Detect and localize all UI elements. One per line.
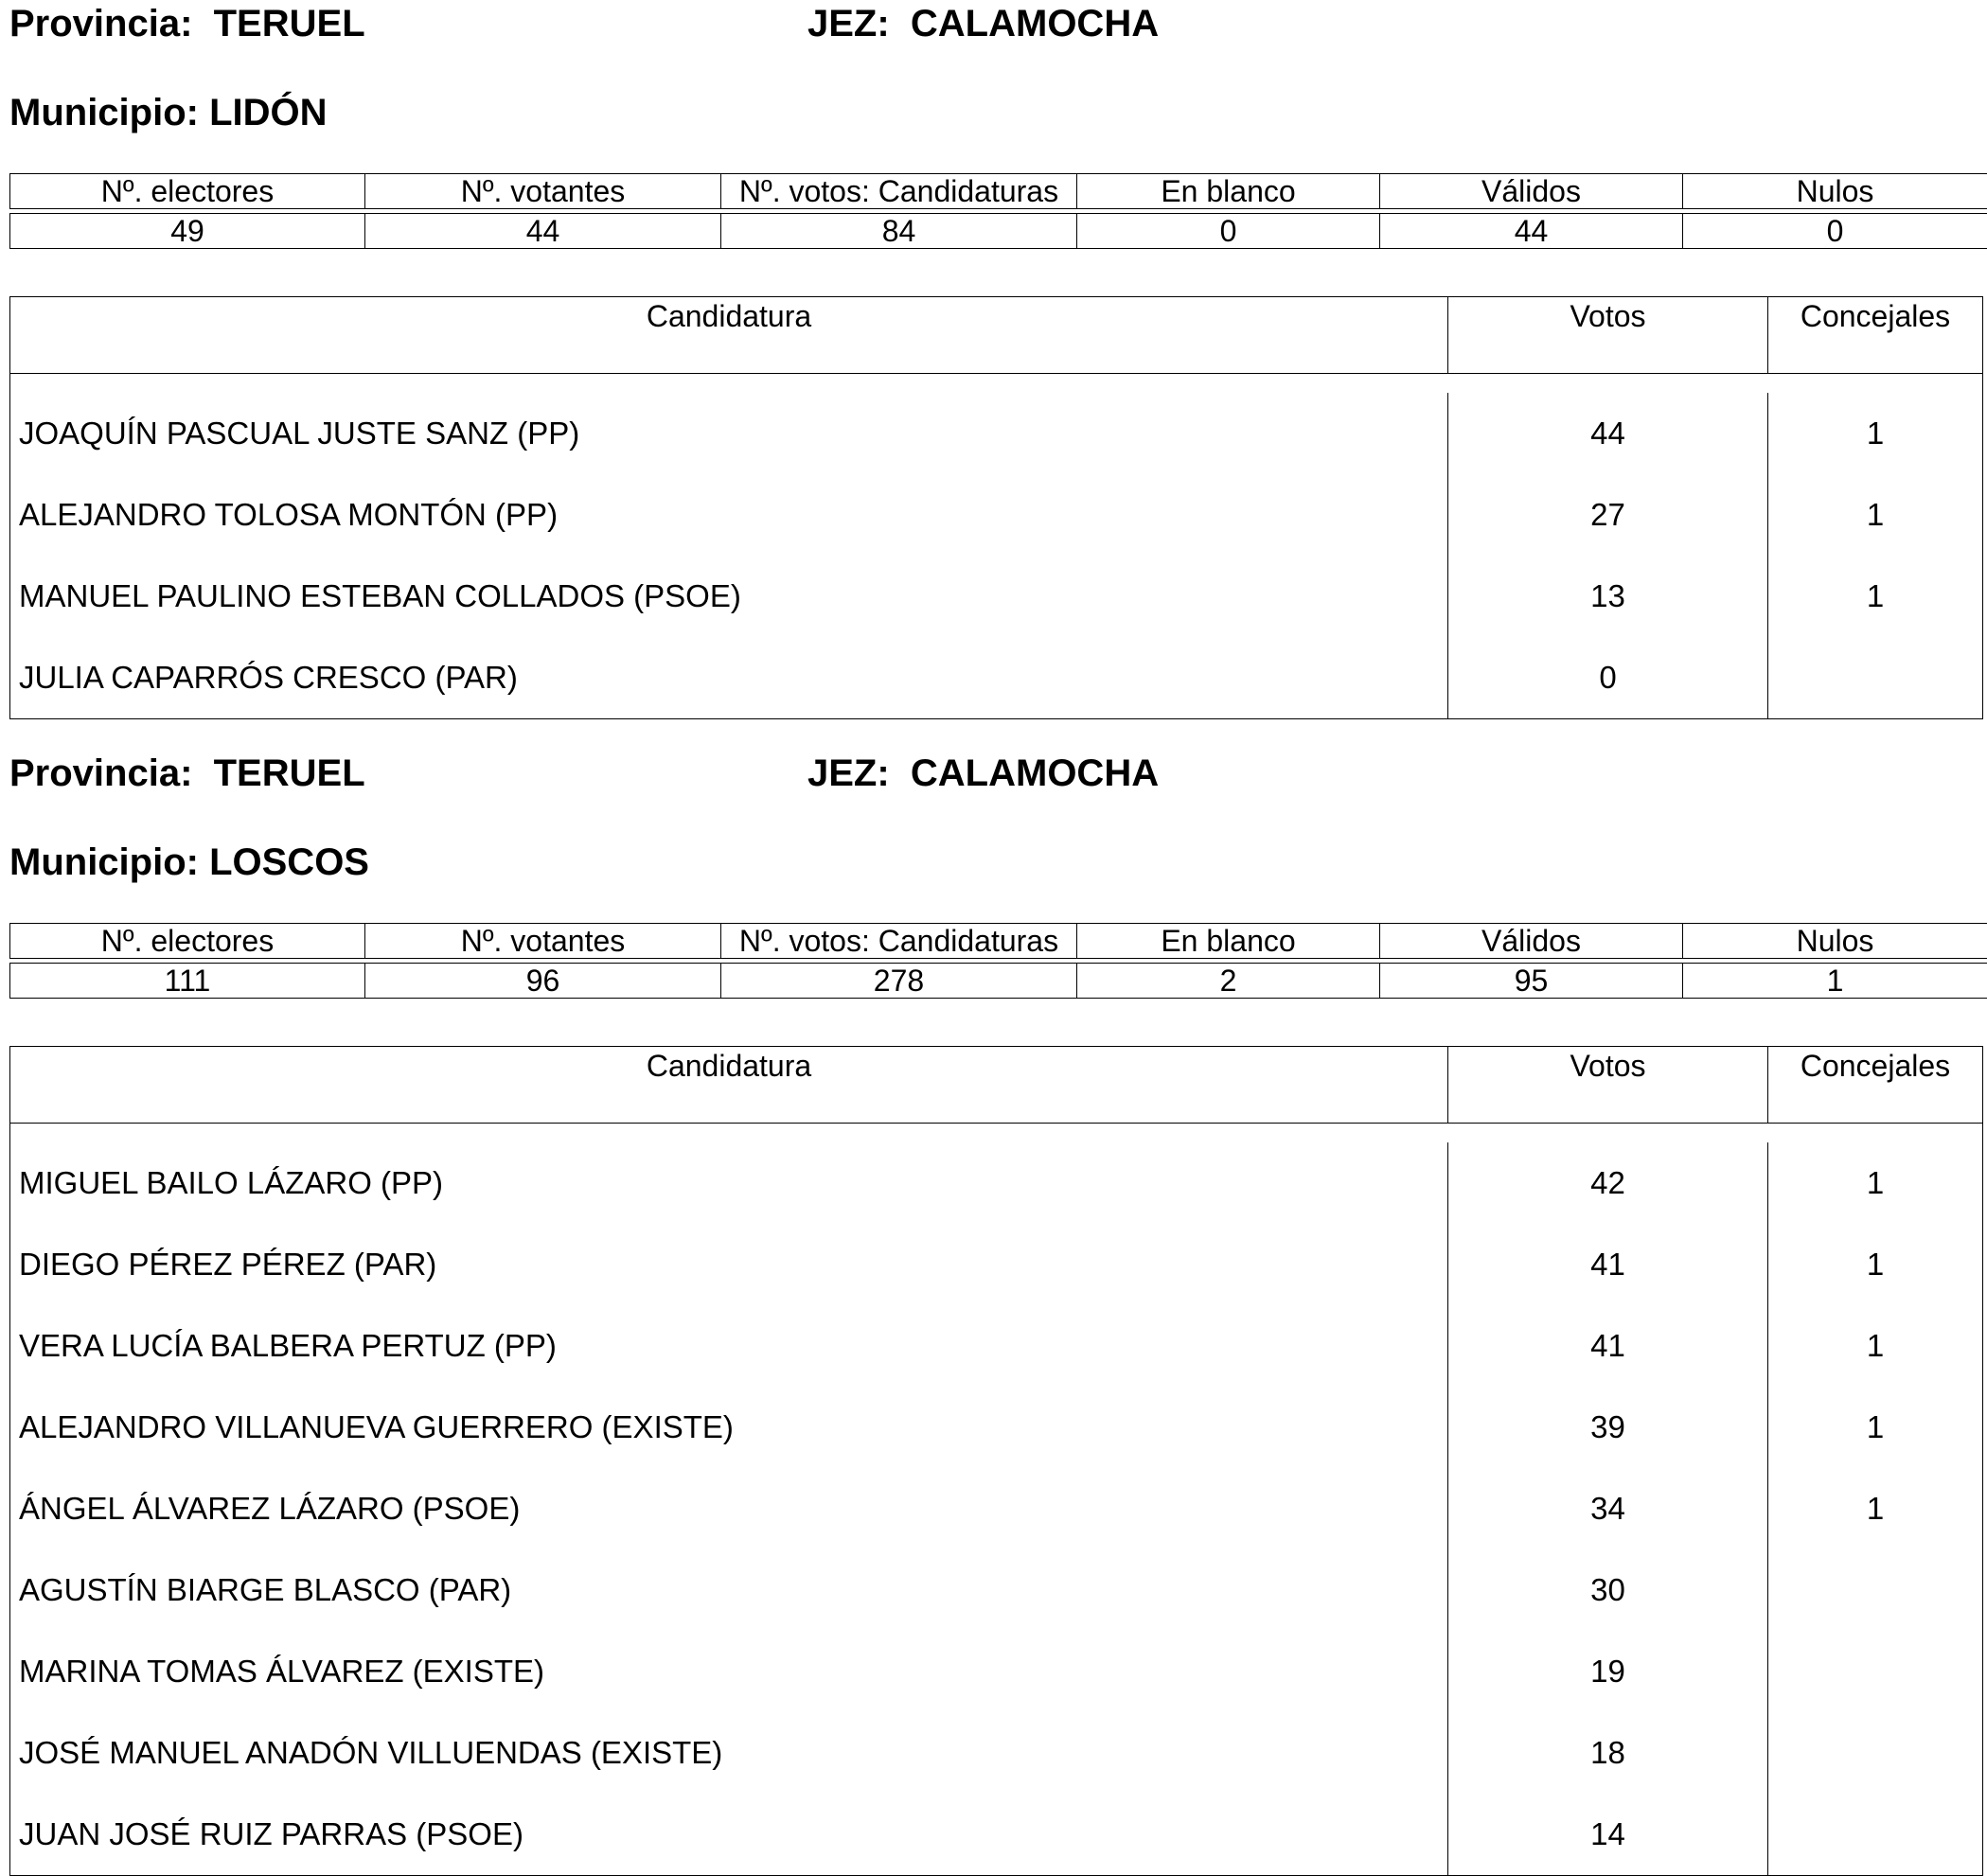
candidate-row — [10, 556, 1982, 637]
summary-value-nulos: 1 — [1683, 964, 1987, 999]
candidate-row — [10, 1142, 1982, 1224]
summary-header: Nº. votos: Candidaturas — [721, 174, 1077, 209]
summary-value-validos: 44 — [1380, 214, 1683, 249]
summary-value-electores: 49 — [10, 214, 365, 249]
summary-header: Nulos — [1683, 924, 1987, 959]
candidate-seats — [1767, 637, 1982, 718]
candidate-name: JOAQUÍN PASCUAL JUSTE SANZ (PP) — [10, 416, 1447, 451]
header-votos: Votos — [1447, 297, 1767, 373]
candidate-seats: 1 — [1767, 556, 1982, 637]
summary-header: Nº. electores — [10, 174, 365, 209]
summary-table — [9, 173, 1987, 249]
candidate-name: MANUEL PAULINO ESTEBAN COLLADOS (PSOE) — [10, 578, 1447, 614]
summary-value-votantes: 44 — [365, 214, 721, 249]
candidate-votes: 30 — [1447, 1549, 1767, 1631]
candidate-seats: 1 — [1767, 393, 1982, 474]
header-votos: Votos — [1447, 1047, 1767, 1123]
candidate-name: JULIA CAPARRÓS CRESCO (PAR) — [10, 660, 1447, 696]
candidate-row — [10, 1224, 1982, 1305]
candidate-seats: 1 — [1767, 1305, 1982, 1387]
candidate-row — [10, 474, 1982, 556]
header-concejales: Concejales — [1767, 1047, 1982, 1123]
summary-header: Nº. votantes — [365, 174, 721, 209]
candidate-row — [10, 637, 1982, 718]
candidate-row — [10, 393, 1982, 474]
candidate-seats — [1767, 1712, 1982, 1794]
candidate-votes: 41 — [1447, 1305, 1767, 1387]
candidate-row — [10, 1468, 1982, 1549]
candidate-votes: 13 — [1447, 556, 1767, 637]
candidate-name: VERA LUCÍA BALBERA PERTUZ (PP) — [10, 1328, 1447, 1364]
header-candidatura: Candidatura — [10, 297, 1447, 373]
candidate-row — [10, 1549, 1982, 1631]
candidate-name: MARINA TOMAS ÁLVAREZ (EXISTE) — [10, 1654, 1447, 1690]
summary-value-electores: 111 — [10, 964, 365, 999]
candidate-votes: 39 — [1447, 1387, 1767, 1468]
candidate-seats: 1 — [1767, 474, 1982, 556]
candidate-row — [10, 1387, 1982, 1468]
municipio-label: Municipio: LIDÓN — [9, 91, 328, 134]
candidate-votes: 0 — [1447, 637, 1767, 718]
candidate-name: JOSÉ MANUEL ANADÓN VILLUENDAS (EXISTE) — [10, 1735, 1447, 1771]
summary-table — [9, 923, 1987, 999]
candidate-votes: 19 — [1447, 1631, 1767, 1712]
provincia-label: Provincia: TERUEL — [9, 2, 365, 45]
summary-header: Nº. electores — [10, 924, 365, 959]
header-candidatura: Candidatura — [10, 1047, 1447, 1123]
summary-header: En blanco — [1077, 924, 1380, 959]
candidate-votes: 44 — [1447, 393, 1767, 474]
candidate-seats — [1767, 1631, 1982, 1712]
candidate-row — [10, 1631, 1982, 1712]
candidate-seats — [1767, 1794, 1982, 1875]
candidate-votes: 14 — [1447, 1794, 1767, 1875]
summary-header: Válidos — [1380, 174, 1683, 209]
summary-header: Nulos — [1683, 174, 1987, 209]
candidate-votes: 27 — [1447, 474, 1767, 556]
summary-value-votos-candidaturas: 84 — [721, 214, 1077, 249]
candidate-row — [10, 1712, 1982, 1794]
candidate-votes: 41 — [1447, 1224, 1767, 1305]
candidates-table — [9, 1046, 1983, 1876]
candidate-name: DIEGO PÉREZ PÉREZ (PAR) — [10, 1247, 1447, 1283]
candidate-seats: 1 — [1767, 1468, 1982, 1549]
municipio-label: Municipio: LOSCOS — [9, 841, 369, 884]
candidates-header-row — [10, 1047, 1982, 1124]
candidate-name: ÁNGEL ÁLVAREZ LÁZARO (PSOE) — [10, 1491, 1447, 1527]
summary-header: Válidos — [1380, 924, 1683, 959]
candidates-table — [9, 296, 1983, 719]
candidates-header-row — [10, 297, 1982, 374]
candidate-name: JUAN JOSÉ RUIZ PARRAS (PSOE) — [10, 1816, 1447, 1852]
summary-value-validos: 95 — [1380, 964, 1683, 999]
candidate-name: ALEJANDRO TOLOSA MONTÓN (PP) — [10, 497, 1447, 533]
header-concejales: Concejales — [1767, 297, 1982, 373]
summary-value-en-blanco: 2 — [1077, 964, 1380, 999]
candidate-seats: 1 — [1767, 1142, 1982, 1224]
candidate-seats — [1767, 1549, 1982, 1631]
candidate-votes: 18 — [1447, 1712, 1767, 1794]
candidate-votes: 34 — [1447, 1468, 1767, 1549]
candidate-name: AGUSTÍN BIARGE BLASCO (PAR) — [10, 1572, 1447, 1608]
summary-value-en-blanco: 0 — [1077, 214, 1380, 249]
candidate-seats: 1 — [1767, 1224, 1982, 1305]
candidate-votes: 42 — [1447, 1142, 1767, 1224]
summary-header: Nº. votantes — [365, 924, 721, 959]
summary-header: En blanco — [1077, 174, 1380, 209]
summary-value-nulos: 0 — [1683, 214, 1987, 249]
jez-label: JEZ: CALAMOCHA — [807, 2, 1159, 45]
candidate-row — [10, 1305, 1982, 1387]
candidate-name: ALEJANDRO VILLANUEVA GUERRERO (EXISTE) — [10, 1409, 1447, 1445]
summary-value-votantes: 96 — [365, 964, 721, 999]
provincia-label: Provincia: TERUEL — [9, 752, 365, 795]
summary-header: Nº. votos: Candidaturas — [721, 924, 1077, 959]
candidate-row — [10, 1794, 1982, 1875]
candidate-name: MIGUEL BAILO LÁZARO (PP) — [10, 1165, 1447, 1201]
jez-label: JEZ: CALAMOCHA — [807, 752, 1159, 795]
candidate-seats: 1 — [1767, 1387, 1982, 1468]
summary-value-votos-candidaturas: 278 — [721, 964, 1077, 999]
